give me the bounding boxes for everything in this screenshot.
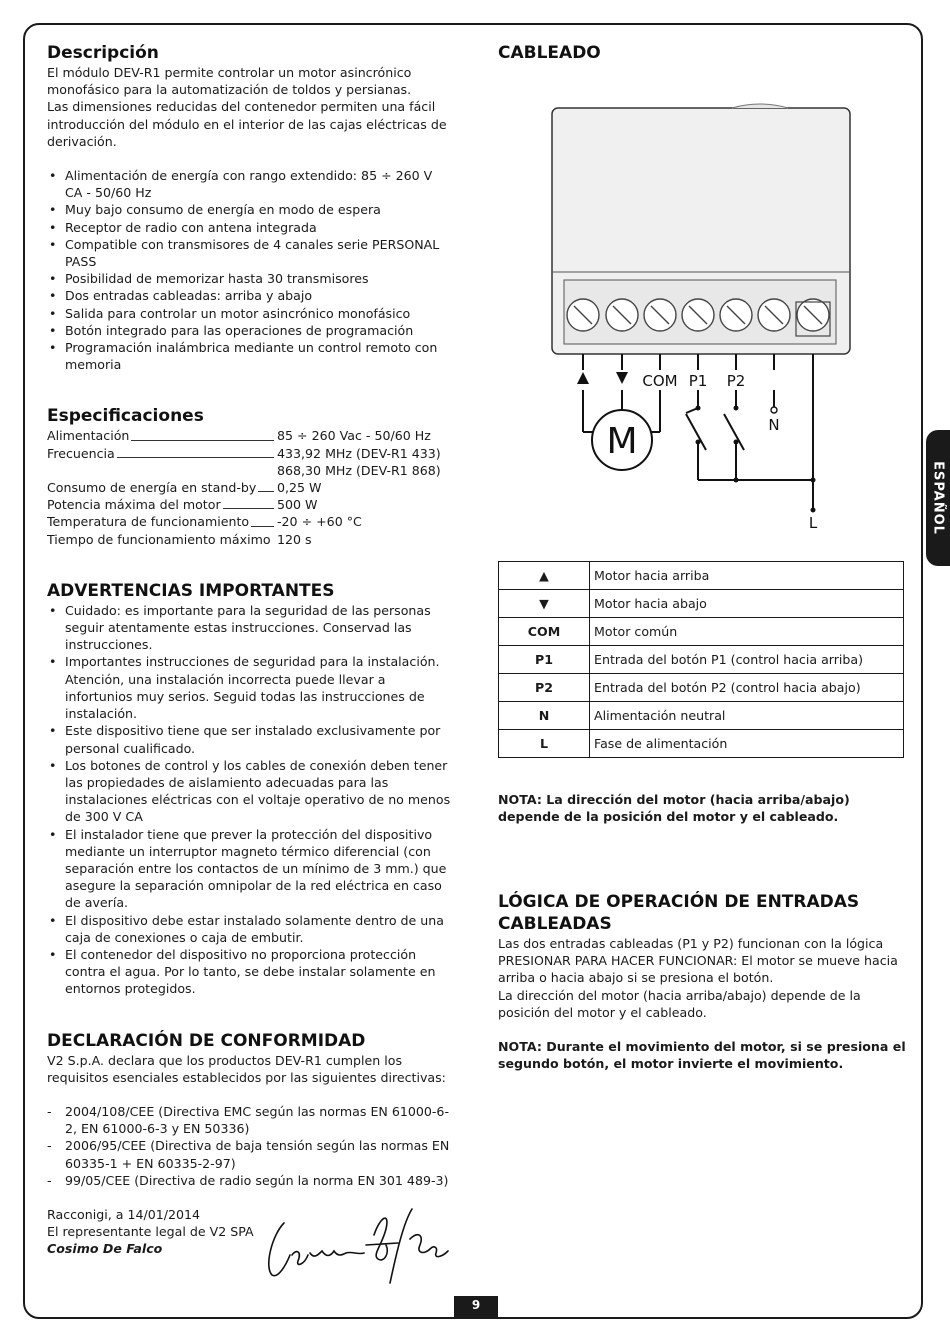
spec-value: 433,92 MHz (DEV-R1 433) (277, 445, 441, 461)
logica-note: NOTA: Durante el movimiento del motor, si se presiona el segundo botón, el motor invierte el movimiento. (498, 1039, 906, 1072)
wiring-diagram (498, 90, 908, 540)
spec-label: Consumo de energía en stand-by (47, 480, 257, 496)
specs-table (47, 427, 451, 547)
page-number: 9 (454, 1296, 498, 1318)
list-item: • El contenedor del dispositivo no proporciona protección contra el agua. Por lo tanto, se debe instalar solamente en entornos protegidos. (47, 946, 451, 998)
table-row (499, 562, 904, 590)
left-column (47, 42, 451, 1258)
arrow-up-icon (577, 372, 589, 384)
list-item: • El instalador tiene que prever la protección del dispositivo mediante un interruptor magneto térmico diferencial (con separación entre los contactos de un mínimo de 3 mm.) que asegure la separación omnipolar de la red eléctrica en caso de avería. (47, 826, 451, 912)
right-column (498, 42, 906, 64)
advertencias-title: ADVERTENCIAS IMPORTANTES (47, 580, 335, 601)
spec-label: Tiempo de funcionamiento máximo (47, 531, 271, 547)
arrow-down-icon (616, 372, 628, 384)
spec-value: 500 W (277, 497, 318, 513)
descripcion-paragraph-2: Las dimensiones reducidas del contenedor permiten una fácil introducción del módulo en el interior de las cajas eléctricas de derivación. (47, 99, 447, 149)
spec-row (47, 531, 451, 548)
label-p1: P1 (688, 372, 708, 390)
list-item: - 2006/95/CEE (Directiva de baja tensión según las normas EN 60335-1 + EN 60335-2-97) (47, 1137, 451, 1171)
representative-name: Cosimo De Falco (47, 1241, 163, 1257)
table-row (499, 730, 904, 758)
spec-value: 868,30 MHz (DEV-R1 868) (277, 462, 441, 478)
legend-description: Entrada del botón P2 (control hacia abajo) (590, 674, 904, 702)
spec-value: 120 s (277, 531, 312, 547)
table-row (499, 702, 904, 730)
spec-label: Alimentación (47, 428, 130, 444)
cableado-note-block (498, 791, 906, 825)
spec-value: 0,25 W (277, 480, 322, 496)
legend-description: Fase de alimentación (590, 730, 904, 758)
label-n: N (768, 416, 780, 434)
legend-description: Motor común (590, 618, 904, 646)
representative: El representante legal de V2 SPA (47, 1224, 254, 1240)
language-tab (926, 430, 950, 566)
legend-description: Motor hacia abajo (590, 590, 904, 618)
table-row (499, 674, 904, 702)
logica-paragraph-2: La dirección del motor (hacia arriba/abajo) depende de la posición del motor y el cableado. (498, 987, 861, 1020)
advertencias-list (47, 602, 451, 998)
spec-row (47, 496, 451, 513)
cableado-title: CABLEADO (498, 43, 601, 63)
list-item: • Posibilidad de memorizar hasta 30 transmisores (47, 270, 451, 287)
descripcion-paragraph-1: El módulo DEV-R1 permite controlar un motor asincrónico monofásico para la automatización de toldos y persianas. (47, 65, 412, 98)
spec-label: Potencia máxima del motor (47, 497, 221, 513)
device-notch (732, 104, 788, 108)
list-item: • Cuidado: es importante para la seguridad de las personas seguir atentamente estas instrucciones. Conservad las instrucciones. (47, 602, 451, 654)
language-tab-label: ESPAÑOL (930, 461, 946, 535)
spec-row (47, 462, 451, 479)
list-item: • Compatible con transmisores de 4 canales serie PERSONAL PASS (47, 236, 451, 270)
list-item: • Salida para controlar un motor asincrónico monofásico (47, 305, 451, 322)
spec-row (47, 513, 451, 530)
label-p2: P2 (726, 372, 746, 390)
list-item: - 99/05/CEE (Directiva de radio según la norma EN 301 489-3) (47, 1172, 451, 1189)
list-item: • Muy bajo consumo de energía en modo de espera (47, 201, 451, 218)
logica-section (498, 891, 906, 1072)
signature-image (262, 1205, 452, 1285)
descripcion-features-list (47, 167, 451, 373)
legend-description: Alimentación neutral (590, 702, 904, 730)
logica-paragraph-1: Las dos entradas cableadas (P1 y P2) funcionan con la lógica PRESIONAR PARA HACER FUNCIONAR: El motor se mueve hacia arriba o hacia abajo si se presiona el botón. (498, 936, 898, 986)
spec-value: -20 ÷ +60 °C (277, 514, 362, 530)
table-row (499, 646, 904, 674)
legend-symbol: ▼ (499, 590, 590, 618)
logica-title: LÓGICA DE OPERACIÓN DE ENTRADAS CABLEADAS (498, 892, 860, 934)
junction-dots (696, 406, 816, 513)
spec-label: Frecuencia (47, 445, 115, 461)
logica-text (498, 935, 906, 1021)
list-item: - 2004/108/CEE (Directiva EMC según las normas EN 61000-6-2, EN 61000-6-3 y EN 50336) (47, 1103, 451, 1137)
wiring-legend-table (498, 561, 904, 758)
spec-row (47, 445, 451, 462)
spec-label: Temperatura de funcionamiento (47, 514, 250, 530)
spec-value: 85 ÷ 260 Vac - 50/60 Hz (277, 428, 431, 444)
legend-symbol: P2 (499, 674, 590, 702)
legend-symbol: COM (499, 618, 590, 646)
spec-row (47, 427, 451, 444)
especificaciones-title: Especificaciones (47, 406, 204, 427)
table-row (499, 618, 904, 646)
spec-row (47, 479, 451, 496)
list-item: • Importantes instrucciones de seguridad para la instalación. Atención, una instalación incorrecta puede llevar a infortunios muy serios. Seguid todas las instrucciones de instalación. (47, 653, 451, 722)
label-com: COM (642, 372, 678, 390)
list-item: • Los botones de control y los cables de conexión deben tener las propiedades de aislamiento adecuadas para las instalaciones eléctricas con el voltaje operativo de no menos de 300 V CA (47, 757, 451, 826)
neutral-connector (771, 407, 777, 413)
label-l: L (808, 514, 818, 532)
legend-symbol: L (499, 730, 590, 758)
list-item: • Receptor de radio con antena integrada (47, 219, 451, 236)
place-date: Racconigi, a 14/01/2014 (47, 1206, 201, 1222)
list-item: • Este dispositivo tiene que ser instalado exclusivamente por personal cualificado. (47, 722, 451, 756)
legend-symbol: ▲ (499, 562, 590, 590)
legend-symbol: N (499, 702, 590, 730)
legend-description: Entrada del botón P1 (control hacia arriba) (590, 646, 904, 674)
motor-label: M (606, 421, 638, 462)
legend-symbol: P1 (499, 646, 590, 674)
list-item: • Alimentación de energía con rango extendido: 85 ÷ 260 V CA - 50/60 Hz (47, 167, 451, 201)
table-row (499, 590, 904, 618)
declaracion-intro: V2 S.p.A. declara que los productos DEV-R1 cumplen los requisitos esenciales establecidos por las siguientes directivas: (47, 1052, 446, 1085)
list-item: • El dispositivo debe estar instalado solamente dentro de una caja de conexiones o caja de embutir. (47, 912, 451, 946)
list-item: • Botón integrado para las operaciones de programación (47, 322, 451, 339)
list-item: • Programación inalámbrica mediante un control remoto con memoria (47, 339, 451, 373)
directives-list (47, 1103, 451, 1189)
legend-description: Motor hacia arriba (590, 562, 904, 590)
descripcion-title: Descripción (47, 43, 159, 63)
declaracion-title: DECLARACIÓN DE CONFORMIDAD (47, 1030, 366, 1051)
list-item: • Dos entradas cableadas: arriba y abajo (47, 287, 451, 304)
cableado-note: NOTA: La dirección del motor (hacia arriba/abajo) depende de la posición del motor y el cableado. (498, 792, 850, 825)
descripcion-text (47, 64, 451, 150)
